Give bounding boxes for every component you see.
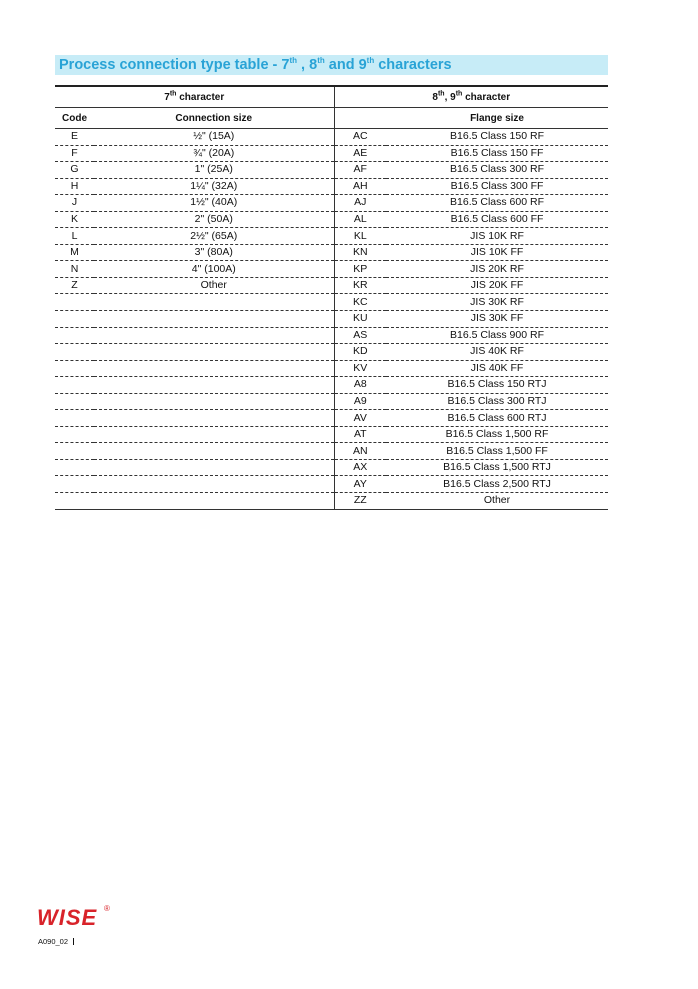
cell-flange-size: B16.5 Class 300 FF: [386, 178, 608, 195]
cell-code: L: [55, 228, 94, 245]
table-row: [55, 360, 608, 377]
table-row: [55, 426, 608, 443]
cell-connection-size: [94, 410, 334, 427]
cell-connection-size: [94, 443, 334, 460]
cell-flange-size: JIS 10K FF: [386, 244, 608, 261]
cell-flange-size: B16.5 Class 600 FF: [386, 211, 608, 228]
cell-code: [55, 459, 94, 476]
cell-code: [55, 493, 94, 510]
cell-connection-size: 3" (80A): [94, 244, 334, 261]
cell-code: Z: [55, 277, 94, 294]
cell-code: [55, 344, 94, 361]
cell-flange-size: Other: [386, 493, 608, 510]
cell-code: E: [55, 129, 94, 146]
cell-flange-size: B16.5 Class 150 RTJ: [386, 377, 608, 394]
cell-connection-size: [94, 344, 334, 361]
cell-flange-size: B16.5 Class 600 RTJ: [386, 410, 608, 427]
cell-flange-size: JIS 40K FF: [386, 360, 608, 377]
column-header-code: Code: [55, 108, 94, 129]
table-row: [55, 277, 608, 294]
document-code-divider: [73, 938, 74, 945]
title-band: [55, 55, 608, 75]
table-row: [55, 311, 608, 328]
cell-connection-size: 1¼" (32A): [94, 178, 334, 195]
table-row: [55, 261, 608, 278]
table-row: [55, 145, 608, 162]
cell-code: J: [55, 195, 94, 212]
cell-connection-size: ½" (15A): [94, 129, 334, 146]
cell-code: H: [55, 178, 94, 195]
cell-connection-size: 1½" (40A): [94, 195, 334, 212]
table-row: [55, 459, 608, 476]
page-title: Process connection type table - 7th , 8th and 9th characters: [59, 56, 452, 73]
cell-flange-code: AE: [334, 145, 386, 162]
cell-flange-code: AS: [334, 327, 386, 344]
cell-connection-size: [94, 360, 334, 377]
cell-connection-size: [94, 476, 334, 493]
cell-flange-size: B16.5 Class 900 RF: [386, 327, 608, 344]
cell-flange-size: B16.5 Class 600 RF: [386, 195, 608, 212]
cell-code: [55, 393, 94, 410]
table-row: [55, 443, 608, 460]
cell-flange-code: A9: [334, 393, 386, 410]
process-connection-table: [55, 85, 608, 510]
table-row: [55, 162, 608, 179]
table-body: [55, 129, 608, 510]
cell-flange-code: AC: [334, 129, 386, 146]
table-row: [55, 476, 608, 493]
cell-flange-code: KU: [334, 311, 386, 328]
cell-connection-size: Other: [94, 277, 334, 294]
cell-connection-size: [94, 493, 334, 510]
cell-code: [55, 327, 94, 344]
table-row: [55, 228, 608, 245]
table-row: [55, 211, 608, 228]
cell-code: F: [55, 145, 94, 162]
cell-code: [55, 410, 94, 427]
cell-flange-code: A8: [334, 377, 386, 394]
cell-connection-size: 4" (100A): [94, 261, 334, 278]
cell-flange-code: KV: [334, 360, 386, 377]
cell-flange-code: KP: [334, 261, 386, 278]
table-row: [55, 178, 608, 195]
wise-logo: WISE: [37, 905, 98, 930]
cell-connection-size: 2" (50A): [94, 211, 334, 228]
cell-flange-size: B16.5 Class 1,500 RF: [386, 426, 608, 443]
cell-flange-code: KR: [334, 277, 386, 294]
cell-code: N: [55, 261, 94, 278]
cell-flange-code: KL: [334, 228, 386, 245]
cell-flange-code: KD: [334, 344, 386, 361]
cell-flange-size: JIS 40K RF: [386, 344, 608, 361]
table-row: [55, 327, 608, 344]
table-row: [55, 129, 608, 146]
cell-flange-code: ZZ: [334, 493, 386, 510]
document-code: A090_02: [38, 937, 69, 946]
cell-flange-code: AL: [334, 211, 386, 228]
cell-connection-size: 2½" (65A): [94, 228, 334, 245]
cell-flange-size: JIS 20K RF: [386, 261, 608, 278]
cell-code: [55, 443, 94, 460]
cell-code: [55, 294, 94, 311]
cell-code: G: [55, 162, 94, 179]
column-header-flange-size: Flange size: [386, 108, 608, 129]
cell-connection-size: [94, 426, 334, 443]
cell-code: [55, 377, 94, 394]
cell-connection-size: [94, 327, 334, 344]
cell-flange-code: KN: [334, 244, 386, 261]
table-row: [55, 344, 608, 361]
cell-flange-size: JIS 30K RF: [386, 294, 608, 311]
cell-code: M: [55, 244, 94, 261]
cell-connection-size: [94, 311, 334, 328]
cell-connection-size: [94, 393, 334, 410]
cell-flange-code: AF: [334, 162, 386, 179]
column-header-connection-size: Connection size: [94, 108, 334, 129]
cell-flange-code: AX: [334, 459, 386, 476]
cell-flange-size: JIS 10K RF: [386, 228, 608, 245]
cell-flange-size: B16.5 Class 300 RTJ: [386, 393, 608, 410]
table-row: [55, 195, 608, 212]
cell-flange-size: B16.5 Class 150 FF: [386, 145, 608, 162]
cell-flange-size: B16.5 Class 2,500 RTJ: [386, 476, 608, 493]
cell-connection-size: [94, 377, 334, 394]
cell-flange-size: JIS 30K FF: [386, 311, 608, 328]
cell-flange-size: B16.5 Class 300 RF: [386, 162, 608, 179]
registered-mark: ®: [104, 904, 110, 913]
table-row: [55, 294, 608, 311]
table-row: [55, 244, 608, 261]
cell-flange-size: B16.5 Class 1,500 RTJ: [386, 459, 608, 476]
column-header-flange-code: [334, 108, 386, 129]
cell-flange-size: B16.5 Class 150 RF: [386, 129, 608, 146]
cell-flange-code: AN: [334, 443, 386, 460]
cell-connection-size: 1" (25A): [94, 162, 334, 179]
table-row: [55, 410, 608, 427]
cell-connection-size: [94, 459, 334, 476]
cell-flange-code: AY: [334, 476, 386, 493]
cell-connection-size: ¾" (20A): [94, 145, 334, 162]
cell-flange-code: AV: [334, 410, 386, 427]
cell-flange-size: JIS 20K FF: [386, 277, 608, 294]
cell-flange-code: AJ: [334, 195, 386, 212]
table-row: [55, 393, 608, 410]
cell-code: K: [55, 211, 94, 228]
cell-code: [55, 311, 94, 328]
cell-flange-code: KC: [334, 294, 386, 311]
cell-flange-code: AT: [334, 426, 386, 443]
cell-flange-code: AH: [334, 178, 386, 195]
cell-code: [55, 360, 94, 377]
cell-connection-size: [94, 294, 334, 311]
cell-flange-size: B16.5 Class 1,500 FF: [386, 443, 608, 460]
group-header-8th-9th: 8th, 9th character: [334, 86, 608, 108]
table-row: [55, 493, 608, 510]
cell-code: [55, 426, 94, 443]
group-header-7th: 7th character: [55, 86, 334, 108]
table-row: [55, 377, 608, 394]
cell-code: [55, 476, 94, 493]
